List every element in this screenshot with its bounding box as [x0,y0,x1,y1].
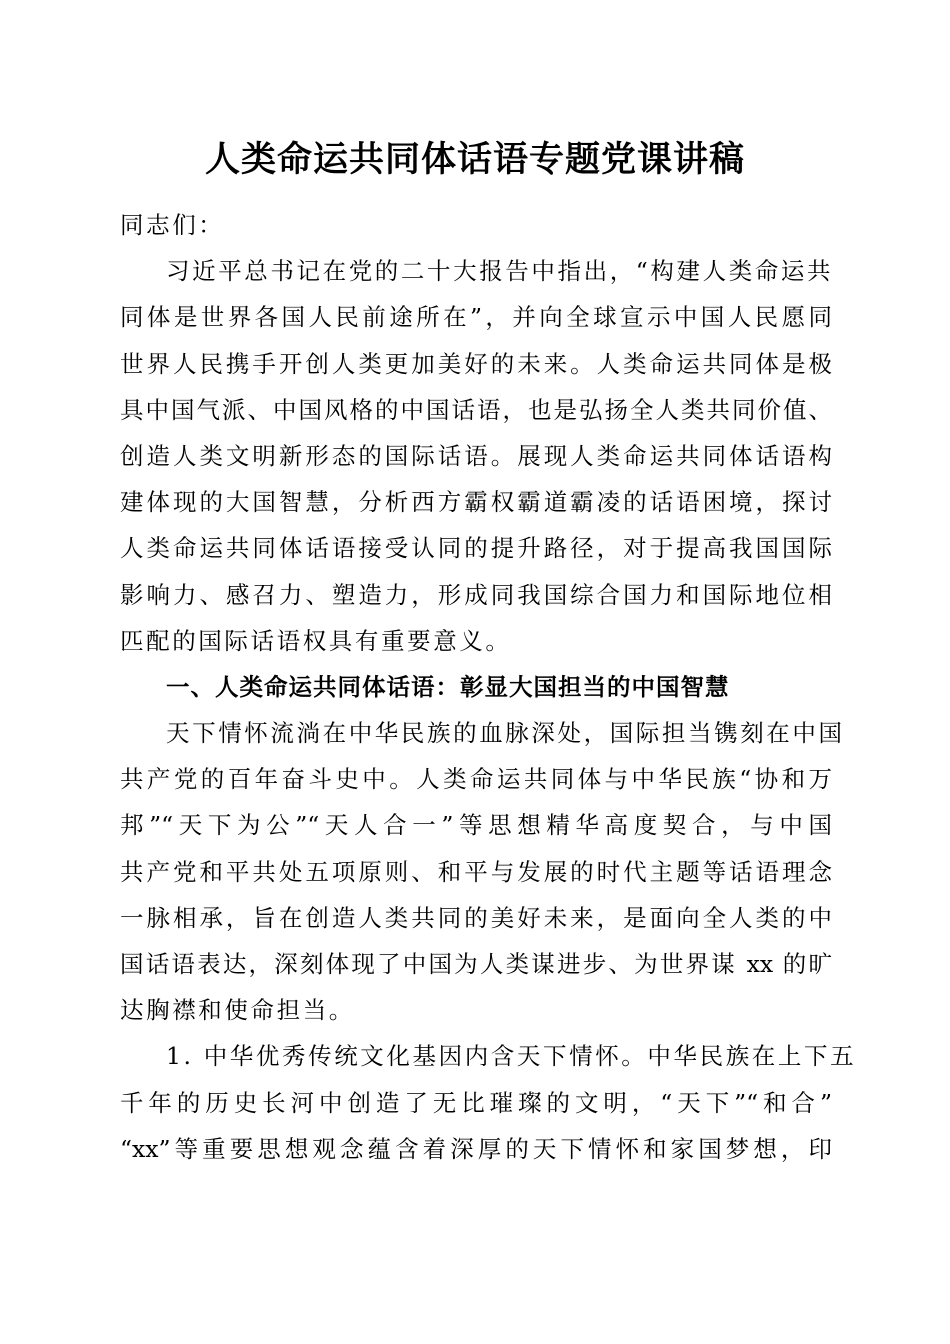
paragraph-line: 建体现的大国智慧，分析西方霸权霸道霸凌的话语困境，探讨 [120,488,832,517]
paragraph-line: 影响力、感召力、塑造力，形成同我国综合国力和国际地位相 [120,580,832,609]
paragraph-line: 共产党和平共处五项原则、和平与发展的时代主题等话语理念 [120,857,832,886]
paragraph-line: 千年的历史长河中创造了无比璀璨的文明，“天下”“和合” [120,1088,832,1117]
paragraph-point-one [120,1033,857,1172]
document-title: 人类命运共同体话语专题党课讲稿 [204,139,745,180]
paragraph-line: 1. 中华优秀传统文化基因内含天下情怀。中华民族在上下五 [166,1042,857,1071]
paragraph-line: 共产党的百年奋斗史中。人类命运共同体与中华民族“协和万 [120,765,832,794]
paragraph-line: 国话语表达，深刻体现了中国为人类谋进步、为世界谋 xx 的旷 [120,950,832,978]
paragraph-line: 邦”“天下为公”“天人合一”等思想精华高度契合，与中国 [120,811,832,840]
paragraph-line: 习近平总书记在党的二十大报告中指出，“构建人类命运共 [166,257,834,286]
paragraph-line: “xx”等重要思想观念蕴含着深厚的天下情怀和家国梦想，印 [120,1134,832,1163]
paragraph-line: 达胸襟和使命担当。 [120,996,355,1025]
paragraph-line: 匹配的国际话语权具有重要意义。 [120,626,512,655]
salutation: 同志们： [120,211,225,239]
paragraph-line: 人类命运共同体话语接受认同的提升路径，对于提高我国国际 [120,534,832,563]
paragraph-line: 具中国气派、中国风格的中国话语，也是弘扬全人类共同价值、 [120,395,832,424]
paragraph-line: 同体是世界各国人民前途所在”，并向全球宣示中国人民愿同 [120,303,832,332]
paragraph-intro [120,248,832,664]
paragraph-section-one [120,710,845,1033]
paragraph-line: 创造人类文明新形态的国际话语。展现人类命运共同体话语构 [120,441,832,470]
document-body [120,202,857,1172]
paragraph-line: 天下情怀流淌在中华民族的血脉深处，国际担当镌刻在中国 [166,719,845,748]
paragraph-line: 一脉相承，旨在创造人类共同的美好未来，是面向全人类的中 [120,903,832,932]
section-heading: 一、人类命运共同体话语：彰显大国担当的中国智慧 [166,672,730,701]
paragraph-line: 世界人民携手开创人类更加美好的未来。人类命运共同体是极 [120,349,832,378]
